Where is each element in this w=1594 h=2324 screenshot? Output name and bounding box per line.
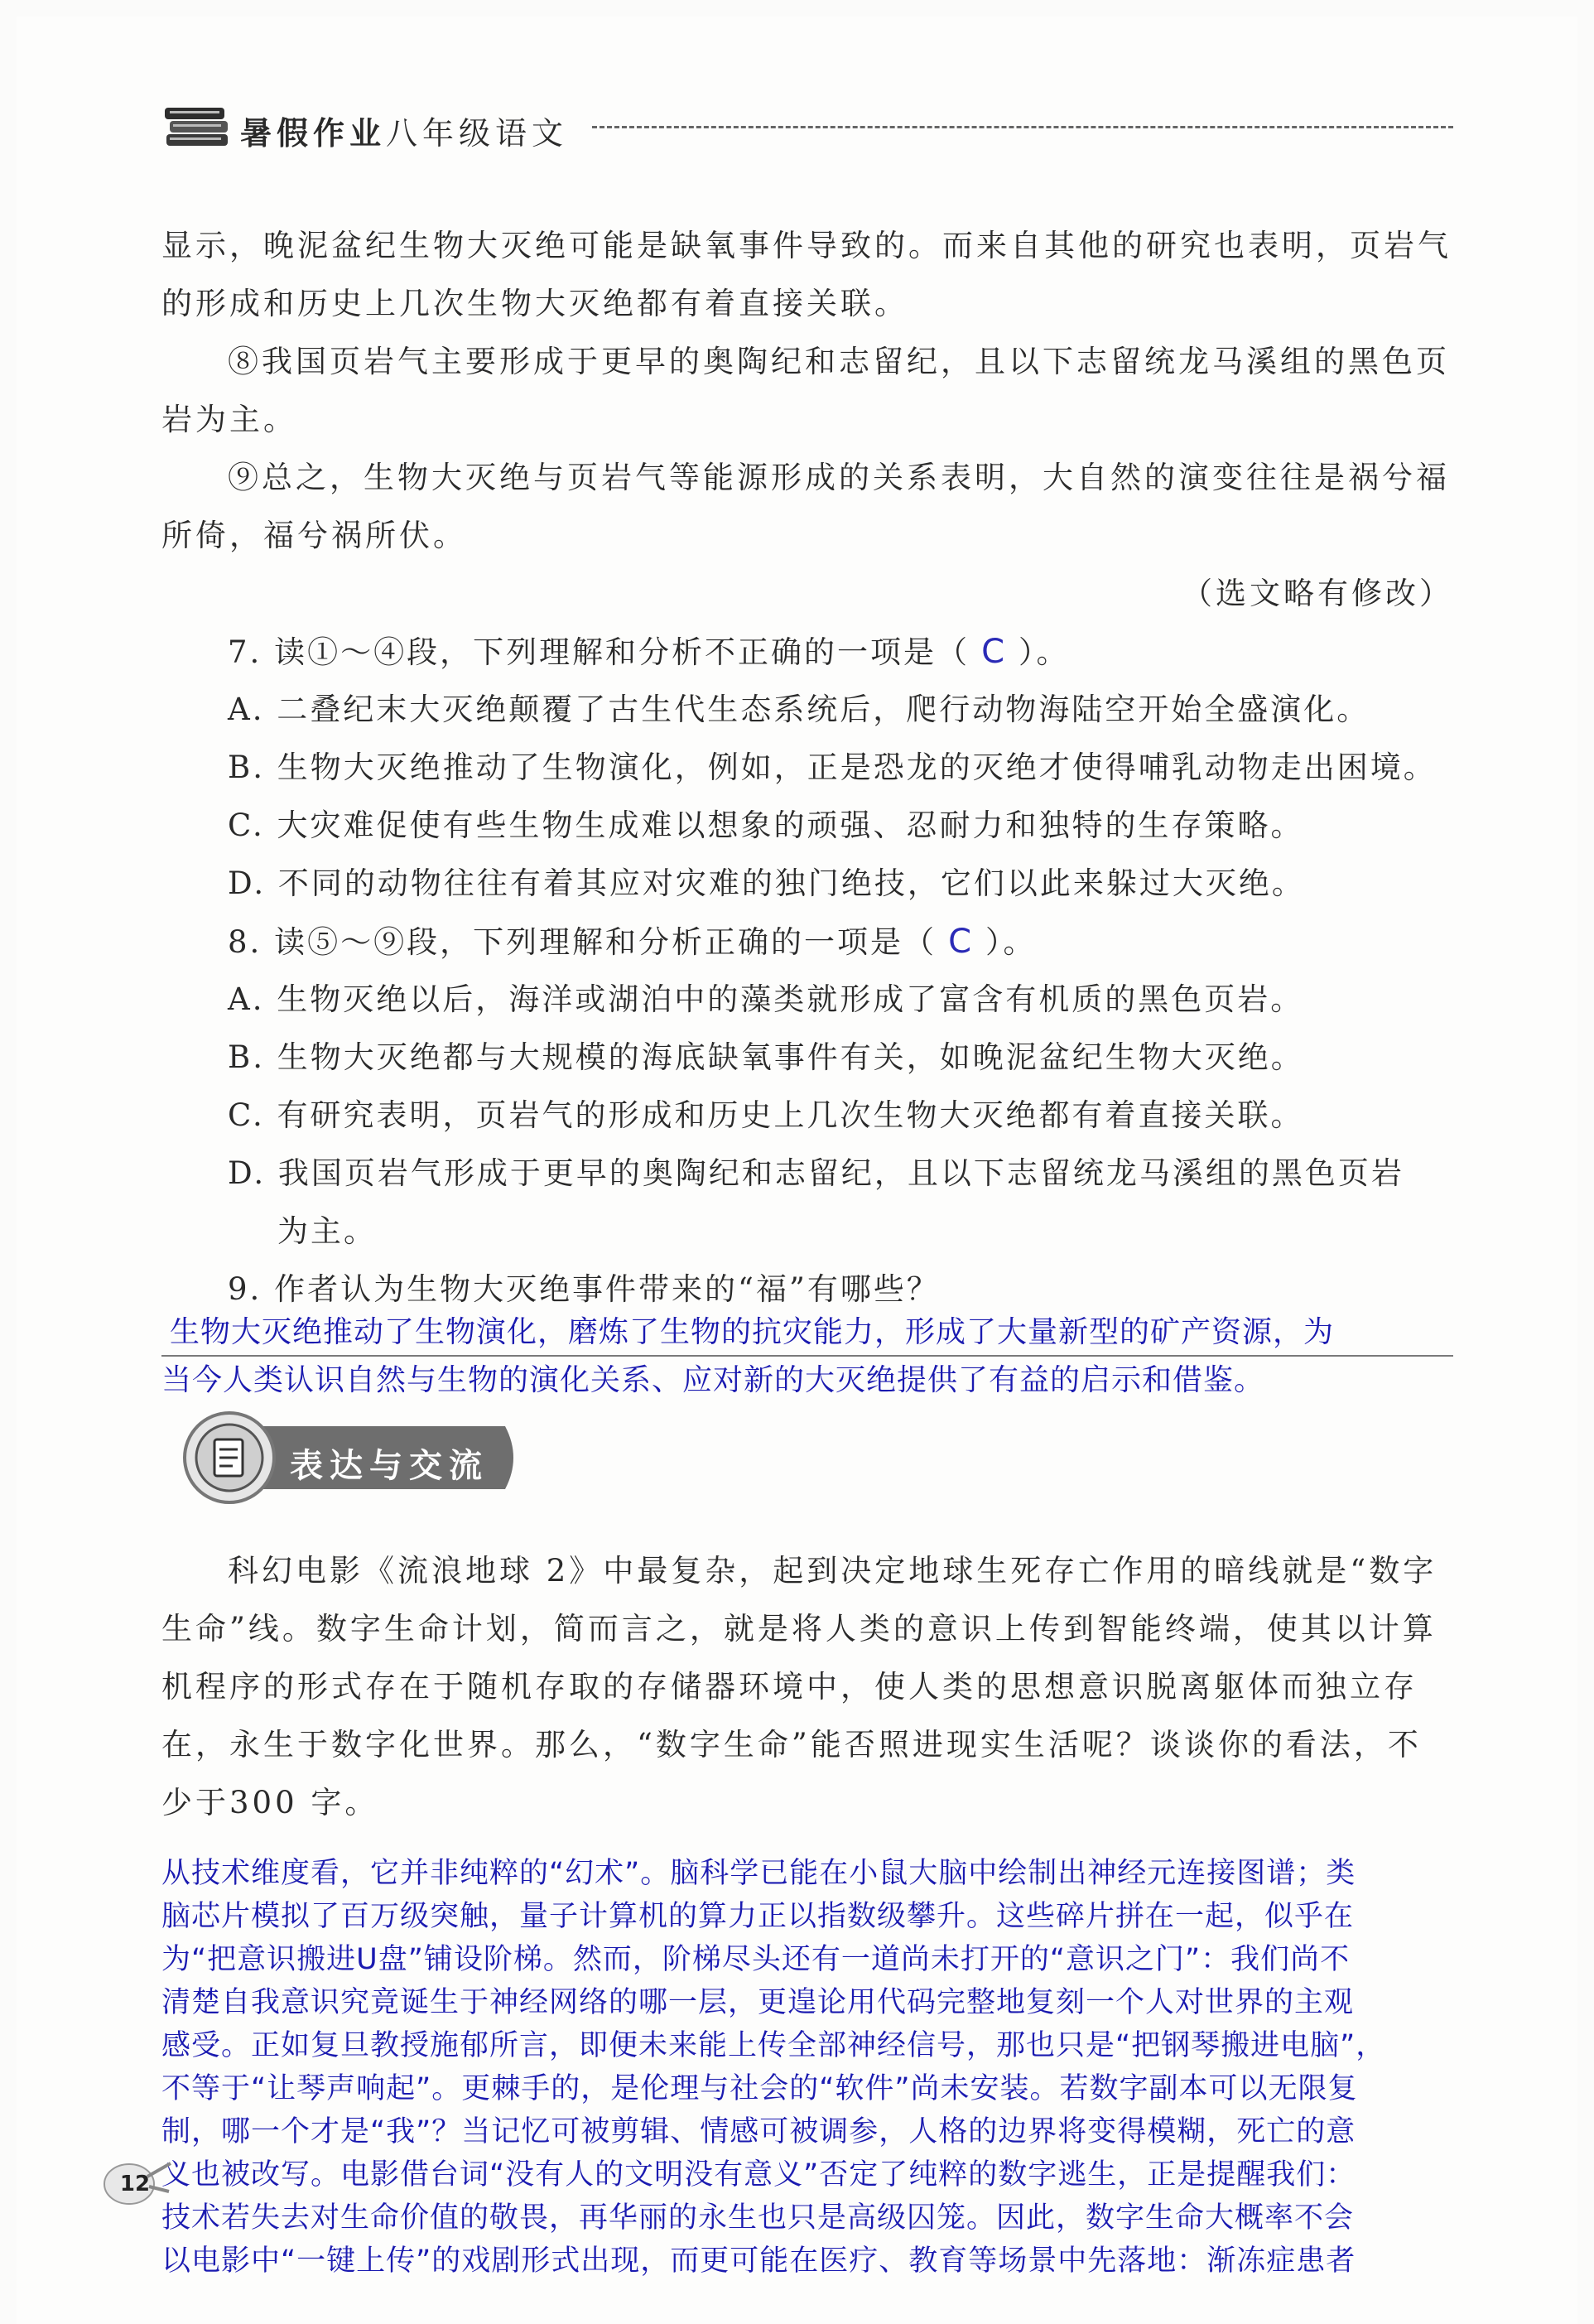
q8-option-d: D. 我国页岩气形成于更早的奥陶纪和志留纪，且以下志留统龙马溪组的黑色页岩 bbox=[228, 1155, 1404, 1191]
essay-answer bbox=[161, 1852, 1470, 2283]
q7-stem bbox=[228, 623, 1453, 682]
q8-stem-text: 8. 读⑤～⑨段，下列理解和分析正确的一项是（ bbox=[228, 924, 937, 960]
q8-option-a: A. 生物灭绝以后，海洋或湖泊中的藻类就形成了富含有机质的黑色页岩。 bbox=[228, 981, 1304, 1017]
section-title: 表达与交流 bbox=[290, 1447, 489, 1485]
q8-stem bbox=[228, 913, 1453, 972]
passage-p8: ⑧我国页岩气主要形成于更早的奥陶纪和志留纪，且以下志留统龙马溪组的黑色页岩为主。 bbox=[161, 344, 1450, 437]
q7-option-c: C. 大灾难促使有些生物生成难以想象的顽强、忍耐力和独特的生存策略。 bbox=[228, 808, 1304, 843]
books-icon bbox=[161, 98, 236, 157]
page-number: 12 bbox=[119, 2172, 151, 2196]
source-note: （选文略有修改） bbox=[1182, 576, 1453, 611]
q9-answer-line1: 生物大灭绝推动了生物演化，磨炼了生物的抗灾能力，形成了大量新型的矿产资源，为 bbox=[170, 1315, 1335, 1349]
q8-option-c: C. 有研究表明，页岩气的形成和历史上几次生物大灭绝都有着直接关联。 bbox=[228, 1097, 1304, 1133]
q7-option-a: A. 二叠纪末大灭绝颠覆了古生代生态系统后，爬行动物海陆空开始全盛演化。 bbox=[228, 692, 1370, 727]
q7-answer: C bbox=[981, 633, 1007, 671]
running-header bbox=[161, 98, 1453, 164]
q9-answer-rule bbox=[161, 1355, 1453, 1357]
essay-line: 从技术维度看，它并非纯粹的“幻术”。脑科学已能在小鼠大脑中绘制出神经元连接图谱；类 bbox=[161, 1857, 1356, 1890]
q8-answer: C bbox=[948, 923, 974, 961]
q8-option-d-cont: 为主。 bbox=[277, 1213, 377, 1249]
essay-line: 制，哪一个才是“我”？当记忆可被剪辑、情感可被调参，人格的边界将变得模糊，死亡的意 bbox=[161, 2115, 1356, 2148]
essay-line: 感受。正如复旦教授施郁所言，即便未来能上传全部神经信号，那也只是“把钢琴搬进电脑”， bbox=[161, 2029, 1386, 2062]
header-title bbox=[240, 108, 568, 153]
essay-line: 清楚自我意识究竟诞生于神经网络的哪一层，更遑论用代码完整地复刻一个人对世界的主观 bbox=[161, 1986, 1355, 2019]
essay-line: 义也被改写。电影借台词“没有人的文明没有意义”否定了纯粹的数字逃生，正是提醒我们： bbox=[161, 2158, 1356, 2191]
essay-line: 技术若失去对生命价值的敬畏，再华丽的永生也只是高级囚笼。因此，数字生命大概率不会 bbox=[161, 2201, 1355, 2235]
q9-answer-line2: 当今人类认识自然与生物的演化关系、应对新的大灭绝提供了有益的启示和借鉴。 bbox=[161, 1363, 1265, 1397]
q7-stem-end: ）。 bbox=[1019, 634, 1070, 670]
writing-prompt: 科幻电影《流浪地球 2》中最复杂，起到决定地球生死存亡作用的暗线就是“数字生命”线。数字生命计划，简而言之，就是将人类的意识上传到智能终端，使其以计算机程序的形式存在于随机存取的存储器环境中，使人类的思想意识脱离躯体而独立存在，永生于数字化世界。那么，“数字生命”能否照进现实生活呢？谈谈你的看法，不少于300 字。 bbox=[161, 1553, 1437, 1820]
q7-option-d: D. 不同的动物往往有着其应对灾难的独门绝技，它们以此来躲过大灭绝。 bbox=[228, 865, 1305, 901]
q8-stem-end: ）。 bbox=[985, 924, 1037, 960]
passage-p9: ⑨总之，生物大灭绝与页岩气等能源形成的关系表明，大自然的演变往往是祸兮福所倚，福兮祸所伏。 bbox=[161, 460, 1450, 553]
essay-line: 不等于“让琴声响起”。更棘手的，是伦理与社会的“软件”尚未安装。若数字副本可以无限复 bbox=[161, 2072, 1358, 2105]
essay-line: 为“把意识搬进U盘”铺设阶梯。然而，阶梯尽头还有一道尚未打开的“意识之门”：我们尚不 bbox=[161, 1943, 1351, 1976]
q7-stem-text: 7. 读①～④段，下列理解和分析不正确的一项是（ bbox=[228, 634, 970, 670]
q9-stem: 9. 作者认为生物大灭绝事件带来的“福”有哪些？ bbox=[228, 1271, 940, 1307]
q8-option-b: B. 生物大灭绝都与大规模的海底缺氧事件有关，如晚泥盆纪生物大灭绝。 bbox=[228, 1039, 1304, 1075]
passage-p1-line1: 显示，晚泥盆纪生物大灭绝可能是缺氧事件导致的。而来自其他的研究也表明，页岩气 bbox=[161, 228, 1452, 263]
header-series: 暑假作业 bbox=[240, 115, 387, 152]
essay-line: 脑芯片模拟了百万级突触，量子计算机的算力正以指数级攀升。这些碎片拼在一起，似乎在 bbox=[161, 1900, 1355, 1933]
header-divider bbox=[592, 126, 1453, 128]
header-subject: 八年级语文 bbox=[386, 115, 569, 152]
q7-option-b: B. 生物大灭绝推动了生物演化，例如，正是恐龙的灭绝才使得哺乳动物走出困境。 bbox=[228, 750, 1437, 785]
passage-p1-line2: 的形成和历史上几次生物大灭绝都有着直接关联。 bbox=[161, 286, 908, 321]
essay-line: 以电影中“一键上传”的戏剧形式出现，而更可能在医疗、教育等场景中先落地：渐冻症患者 bbox=[161, 2244, 1356, 2278]
